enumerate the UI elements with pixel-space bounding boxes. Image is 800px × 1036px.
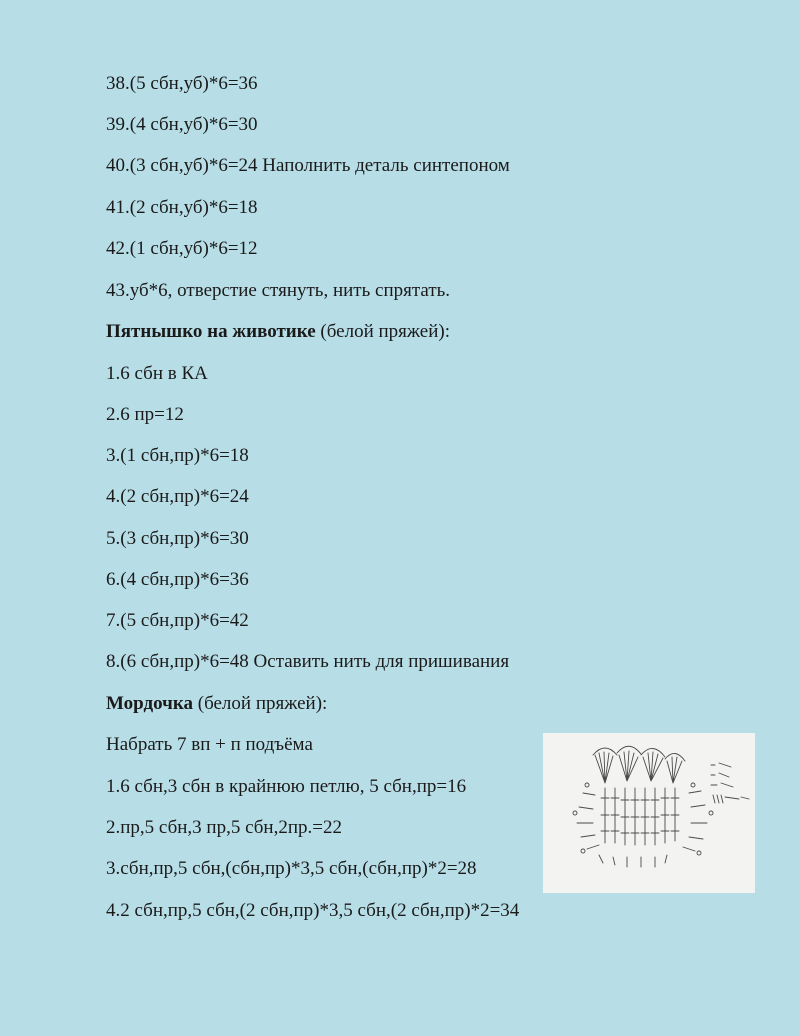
pattern-row-39: 39.(4 сбн,уб)*6=30: [106, 114, 258, 135]
crochet-chart-image: [543, 733, 755, 893]
crochet-chart-sketch: [543, 733, 755, 893]
belly-spot-heading-bold: Пятнышко на животике: [106, 321, 316, 342]
muzzle-row-4: 4.2 сбн,пр,5 сбн,(2 сбн,пр)*3,5 сбн,(2 сбн,пр)*2=34: [106, 900, 520, 921]
belly-spot-row-2: 2.6 пр=12: [106, 404, 184, 425]
pattern-row-40: 40.(3 сбн,уб)*6=24 Наполнить деталь синтепоном: [106, 155, 510, 176]
muzzle-row-1: 1.6 сбн,3 сбн в крайнюю петлю, 5 сбн,пр=16: [106, 776, 467, 797]
muzzle-row-start: Набрать 7 вп + п подъёма: [106, 734, 313, 755]
pattern-row-41: 41.(2 сбн,уб)*6=18: [106, 197, 258, 218]
belly-spot-heading-note: (белой пряжей):: [315, 321, 450, 342]
muzzle-heading-bold: Мордочка: [106, 693, 193, 714]
belly-spot-row-5: 5.(3 сбн,пр)*6=30: [106, 528, 249, 549]
belly-spot-row-8: 8.(6 сбн,пр)*6=48 Оставить нить для пришивания: [106, 651, 510, 672]
belly-spot-row-6: 6.(4 сбн,пр)*6=36: [106, 569, 249, 590]
muzzle-row-3: 3.сбн,пр,5 сбн,(сбн,пр)*3,5 сбн,(сбн,пр)*2=28: [106, 858, 477, 879]
muzzle-heading: [106, 693, 327, 715]
belly-spot-row-1: 1.6 сбн в КА: [106, 363, 208, 384]
muzzle-heading-note: (белой пряжей):: [193, 693, 328, 714]
belly-spot-row-4: 4.(2 сбн,пр)*6=24: [106, 486, 249, 507]
belly-spot-row-3: 3.(1 сбн,пр)*6=18: [106, 445, 249, 466]
pattern-row-38: 38.(5 сбн,уб)*6=36: [106, 73, 258, 94]
pattern-row-42: 42.(1 сбн,уб)*6=12: [106, 238, 258, 259]
muzzle-row-2: 2.пр,5 сбн,3 пр,5 сбн,2пр.=22: [106, 817, 342, 838]
belly-spot-heading: [106, 321, 450, 343]
pattern-row-43: 43.уб*6, отверстие стянуть, нить спрятать.: [106, 280, 451, 301]
belly-spot-row-7: 7.(5 сбн,пр)*6=42: [106, 610, 249, 631]
